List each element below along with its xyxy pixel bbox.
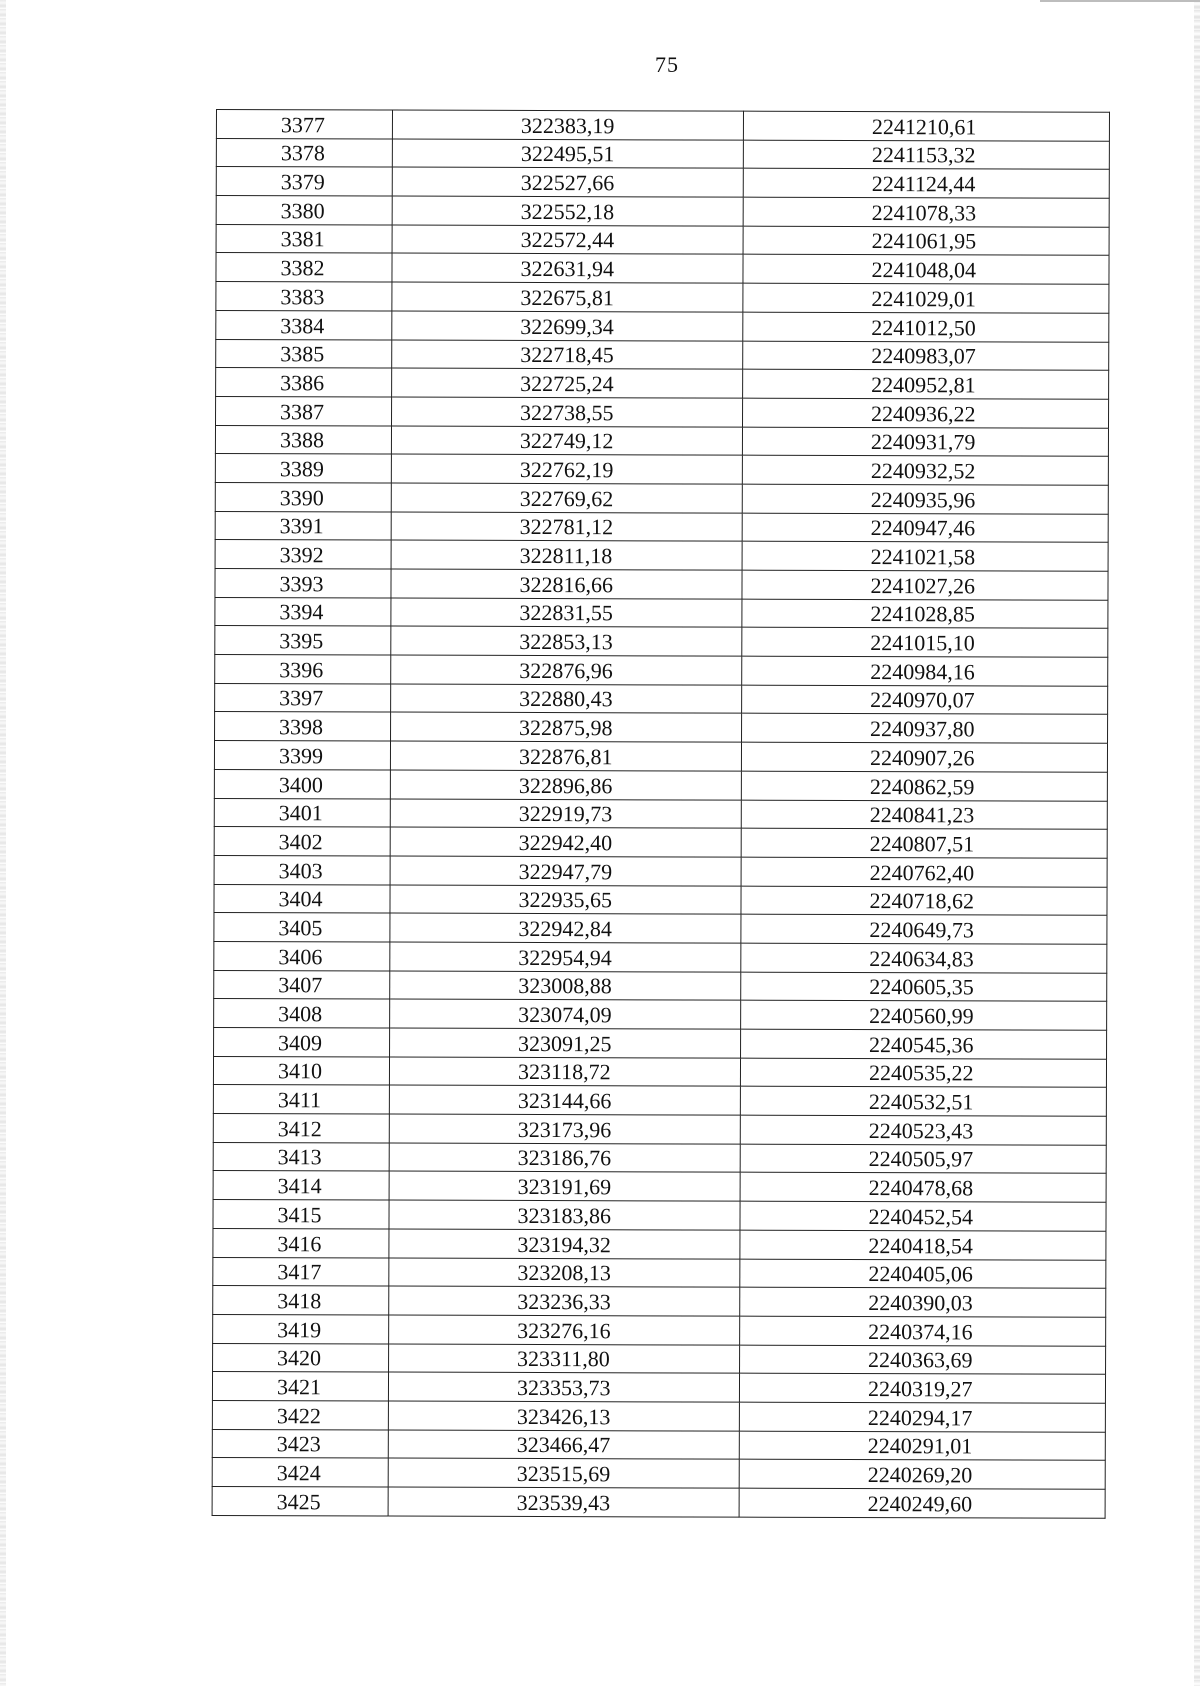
table-row [214,827,1107,858]
x-coordinate-cell: 322718,45 [392,340,743,370]
point-number-cell: 3416 [213,1228,389,1257]
coordinates-table [212,109,1110,1518]
point-number-cell: 3422 [212,1400,388,1429]
y-coordinate-cell: 2240523,43 [740,1115,1106,1145]
y-coordinate-cell: 2240762,40 [741,857,1107,887]
x-coordinate-cell: 322769,62 [391,483,742,513]
point-number-cell: 3418 [213,1286,389,1315]
x-coordinate-cell: 322699,34 [392,311,743,341]
point-number-cell: 3386 [216,368,392,397]
point-number-cell: 3396 [215,655,391,684]
x-coordinate-cell: 322781,12 [391,512,742,542]
y-coordinate-cell: 2240390,03 [740,1287,1106,1317]
y-coordinate-cell: 2240560,99 [741,1000,1107,1030]
x-coordinate-cell: 323074,09 [390,999,741,1029]
y-coordinate-cell: 2240269,20 [739,1459,1105,1489]
table-row [216,138,1109,169]
table-row [215,568,1108,599]
table-row [216,368,1109,399]
table-row [214,941,1107,972]
point-number-cell: 3405 [214,913,390,942]
point-number-cell: 3389 [215,454,391,483]
y-coordinate-cell: 2240936,22 [743,398,1109,428]
y-coordinate-cell: 2241029,01 [743,283,1109,313]
point-number-cell: 3403 [214,855,390,884]
x-coordinate-cell: 322876,96 [391,655,742,685]
x-coordinate-cell: 323276,16 [389,1315,740,1345]
y-coordinate-cell: 2240478,68 [740,1173,1106,1203]
table-row [214,1027,1107,1058]
point-number-cell: 3409 [214,1027,390,1056]
table-row [215,597,1108,628]
table-row [212,1429,1105,1460]
point-number-cell: 3382 [216,253,392,282]
y-coordinate-cell: 2240937,80 [742,714,1108,744]
x-coordinate-cell: 323191,69 [389,1171,740,1201]
y-coordinate-cell: 2240363,69 [740,1345,1106,1375]
x-coordinate-cell: 322896,86 [390,770,741,800]
y-coordinate-cell: 2240535,22 [740,1058,1106,1088]
point-number-cell: 3412 [213,1114,389,1143]
y-coordinate-cell: 2241153,32 [743,140,1109,170]
table-row [213,1200,1106,1231]
x-coordinate-cell: 323186,76 [389,1143,740,1173]
point-number-cell: 3384 [216,310,392,339]
x-coordinate-cell: 323008,88 [390,971,741,1001]
x-coordinate-cell: 322947,79 [390,856,741,886]
point-number-cell: 3378 [216,138,392,167]
point-number-cell: 3417 [213,1257,389,1286]
y-coordinate-cell: 2240931,79 [742,427,1108,457]
table-row [215,540,1108,571]
point-number-cell: 3401 [214,798,390,827]
table-row [213,1114,1106,1145]
table-row [215,454,1108,485]
table-row [215,511,1108,542]
y-coordinate-cell: 2240935,96 [742,484,1108,514]
table-row [214,769,1107,800]
y-coordinate-cell: 2240249,60 [739,1488,1105,1518]
y-coordinate-cell: 2241012,50 [743,312,1109,342]
y-coordinate-cell: 2241027,26 [742,570,1108,600]
y-coordinate-cell: 2240932,52 [742,455,1108,485]
x-coordinate-cell: 322880,43 [391,684,742,714]
x-coordinate-cell: 323091,25 [390,1028,741,1058]
y-coordinate-cell: 2240405,06 [740,1259,1106,1289]
point-number-cell: 3420 [213,1343,389,1372]
x-coordinate-cell: 322919,73 [390,799,741,829]
table-row [213,1343,1106,1374]
x-coordinate-cell: 322725,24 [392,368,743,398]
point-number-cell: 3383 [216,282,392,311]
point-number-cell: 3410 [213,1056,389,1085]
scan-edge-left [0,0,6,1686]
x-coordinate-cell: 323539,43 [388,1487,739,1517]
table-row [216,253,1109,284]
x-coordinate-cell: 322942,84 [390,913,741,943]
point-number-cell: 3407 [214,970,390,999]
x-coordinate-cell: 322762,19 [391,454,742,484]
x-coordinate-cell: 322811,18 [391,540,742,570]
point-number-cell: 3408 [214,999,390,1028]
y-coordinate-cell: 2241210,61 [743,111,1109,141]
x-coordinate-cell: 323118,72 [389,1057,740,1087]
x-coordinate-cell: 323194,32 [389,1229,740,1259]
point-number-cell: 3391 [215,511,391,540]
point-number-cell: 3390 [215,482,391,511]
y-coordinate-cell: 2240319,27 [739,1373,1105,1403]
y-coordinate-cell: 2240291,01 [739,1431,1105,1461]
x-coordinate-cell: 322831,55 [391,598,742,628]
table-row [214,798,1107,829]
point-number-cell: 3421 [212,1372,388,1401]
point-number-cell: 3411 [213,1085,389,1114]
table-row [213,1257,1106,1288]
y-coordinate-cell: 2240984,16 [742,656,1108,686]
point-number-cell: 3424 [212,1458,388,1487]
x-coordinate-cell: 322875,98 [391,712,742,742]
y-coordinate-cell: 2240970,07 [742,685,1108,715]
point-number-cell: 3404 [214,884,390,913]
table-row [213,1314,1106,1345]
x-coordinate-cell: 322876,81 [390,741,741,771]
point-number-cell: 3388 [215,425,391,454]
x-coordinate-cell: 322527,66 [392,167,743,197]
x-coordinate-cell: 322552,18 [392,196,743,226]
table-row [216,110,1109,141]
y-coordinate-cell: 2240532,51 [740,1087,1106,1117]
point-number-cell: 3419 [213,1314,389,1343]
x-coordinate-cell: 322954,94 [390,942,741,972]
table-row [214,970,1107,1001]
table-row [214,999,1107,1030]
x-coordinate-cell: 322942,40 [390,827,741,857]
table-row [216,196,1109,227]
point-number-cell: 3379 [216,167,392,196]
point-number-cell: 3423 [212,1429,388,1458]
y-coordinate-cell: 2240634,83 [741,943,1107,973]
point-number-cell: 3415 [213,1200,389,1229]
table-row [216,310,1109,341]
table-row [216,282,1109,313]
y-coordinate-cell: 2240841,23 [741,800,1107,830]
y-coordinate-cell: 2240294,17 [739,1402,1105,1432]
point-number-cell: 3414 [213,1171,389,1200]
point-number-cell: 3398 [215,712,391,741]
y-coordinate-cell: 2240983,07 [743,341,1109,371]
table-row [213,1171,1106,1202]
table-row [212,1400,1105,1431]
y-coordinate-cell: 2240862,59 [741,771,1107,801]
x-coordinate-cell: 322749,12 [391,426,742,456]
table-row [213,1085,1106,1116]
x-coordinate-cell: 323426,13 [388,1401,739,1431]
point-number-cell: 3394 [215,597,391,626]
table-row [213,1142,1106,1173]
point-number-cell: 3380 [216,196,392,225]
y-coordinate-cell: 2240452,54 [740,1201,1106,1231]
table-row [216,396,1109,427]
table-row [214,884,1107,915]
x-coordinate-cell: 323353,73 [388,1372,739,1402]
point-number-cell: 3385 [216,339,392,368]
table-row [216,339,1109,370]
table-row [216,224,1109,255]
point-number-cell: 3393 [215,568,391,597]
page-number: 75 [655,52,679,77]
table-row [215,712,1108,743]
x-coordinate-cell: 323183,86 [389,1200,740,1230]
y-coordinate-cell: 2240718,62 [741,886,1107,916]
y-coordinate-cell: 2240952,81 [743,369,1109,399]
table-row [212,1458,1105,1489]
y-coordinate-cell: 2240907,26 [741,742,1107,772]
point-number-cell: 3425 [212,1486,388,1515]
coordinates-table-body [212,110,1109,1518]
y-coordinate-cell: 2241061,95 [743,226,1109,256]
point-number-cell: 3402 [214,827,390,856]
y-coordinate-cell: 2241124,44 [743,169,1109,199]
x-coordinate-cell: 322738,55 [392,397,743,427]
point-number-cell: 3395 [215,626,391,655]
x-coordinate-cell: 323466,47 [388,1430,739,1460]
x-coordinate-cell: 322495,51 [392,139,743,169]
point-number-cell: 3392 [215,540,391,569]
point-number-cell: 3413 [213,1142,389,1171]
table-row [213,1286,1106,1317]
table-row [215,655,1108,686]
table-row [214,741,1107,772]
point-number-cell: 3397 [215,683,391,712]
point-number-cell: 3381 [216,224,392,253]
y-coordinate-cell: 2240418,54 [740,1230,1106,1260]
x-coordinate-cell: 323311,80 [389,1344,740,1374]
table-row [215,482,1108,513]
x-coordinate-cell: 323208,13 [389,1258,740,1288]
table-row [214,855,1107,886]
point-number-cell: 3387 [216,396,392,425]
y-coordinate-cell: 2241015,10 [742,628,1108,658]
y-coordinate-cell: 2241048,04 [743,255,1109,285]
point-number-cell: 3406 [214,941,390,970]
x-coordinate-cell: 322935,65 [390,885,741,915]
x-coordinate-cell: 322853,13 [391,626,742,656]
table-row [212,1372,1105,1403]
y-coordinate-cell: 2240605,35 [741,972,1107,1002]
table-row [215,683,1108,714]
table-row [213,1056,1106,1087]
x-coordinate-cell: 322675,81 [392,282,743,312]
y-coordinate-cell: 2240545,36 [741,1029,1107,1059]
table-row [214,913,1107,944]
x-coordinate-cell: 322816,66 [391,569,742,599]
table-row [216,167,1109,198]
scan-line-top [1040,0,1200,2]
x-coordinate-cell: 322572,44 [392,225,743,255]
x-coordinate-cell: 323173,96 [389,1114,740,1144]
x-coordinate-cell: 323236,33 [389,1286,740,1316]
point-number-cell: 3377 [216,110,392,139]
y-coordinate-cell: 2241028,85 [742,599,1108,629]
point-number-cell: 3400 [214,769,390,798]
y-coordinate-cell: 2241078,33 [743,197,1109,227]
x-coordinate-cell: 322383,19 [392,110,743,140]
table-row [215,626,1108,657]
scan-edge-right [1194,0,1200,1686]
point-number-cell: 3399 [214,741,390,770]
y-coordinate-cell: 2240947,46 [742,513,1108,543]
y-coordinate-cell: 2240374,16 [740,1316,1106,1346]
table-row [213,1228,1106,1259]
table-row [215,425,1108,456]
x-coordinate-cell: 323515,69 [388,1458,739,1488]
y-coordinate-cell: 2241021,58 [742,541,1108,571]
y-coordinate-cell: 2240807,51 [741,828,1107,858]
table-row [212,1486,1105,1517]
x-coordinate-cell: 322631,94 [392,253,743,283]
x-coordinate-cell: 323144,66 [389,1085,740,1115]
y-coordinate-cell: 2240649,73 [741,914,1107,944]
y-coordinate-cell: 2240505,97 [740,1144,1106,1174]
